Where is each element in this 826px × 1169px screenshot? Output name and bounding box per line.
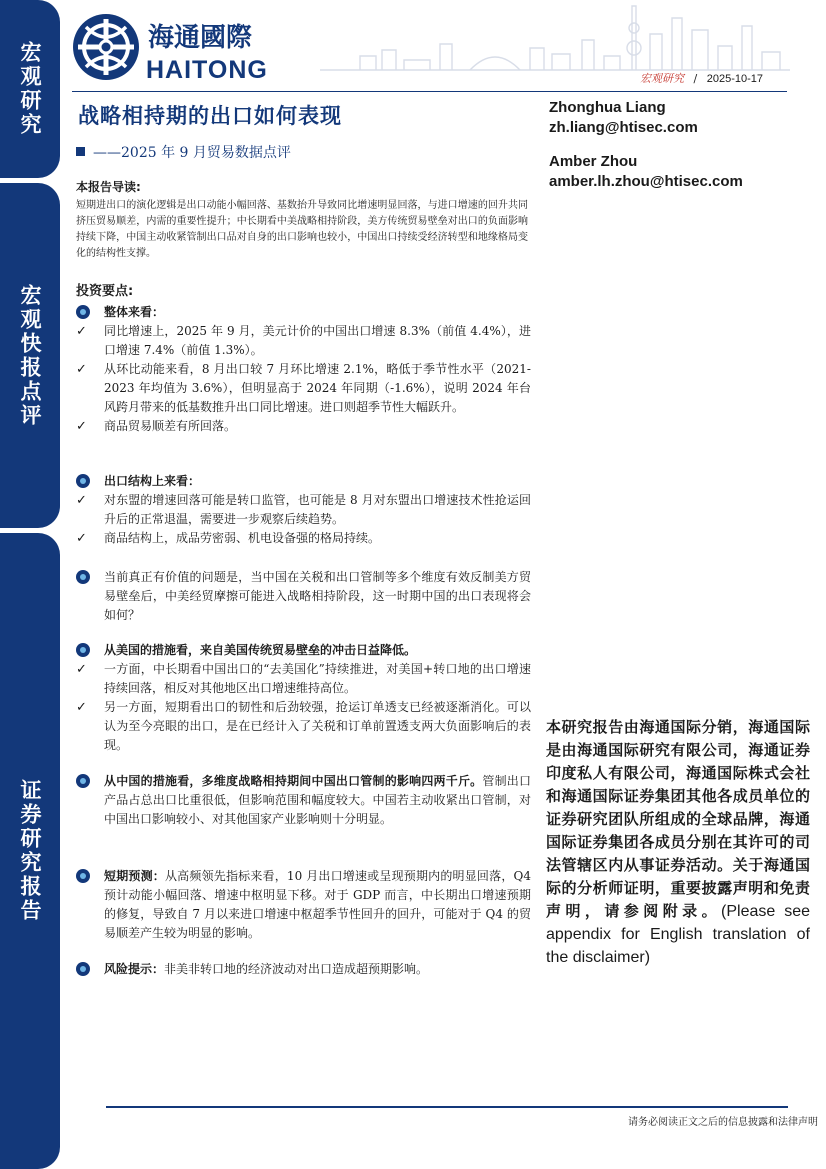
footer-notice: 请务必阅读正文之后的信息披露和法律声明 bbox=[628, 1117, 818, 1128]
disclaimer-text-en: (Please see appendix for English translation of the disclaimer) bbox=[546, 903, 810, 966]
checkmark-icon: ✓ bbox=[76, 362, 87, 377]
section-bullet-icon bbox=[76, 474, 90, 488]
checkmark-icon: ✓ bbox=[76, 493, 87, 508]
sidebar-tab-securities-report bbox=[0, 533, 60, 1169]
sidebar-tab-macro-research bbox=[0, 0, 60, 178]
logo-name-en: HAITONG bbox=[146, 56, 268, 84]
footer-divider bbox=[106, 1106, 788, 1108]
left-sidebar bbox=[0, 0, 60, 1169]
city-skyline-graphic bbox=[320, 4, 790, 76]
header-separator: / bbox=[693, 72, 698, 85]
checkmark-icon: ✓ bbox=[76, 419, 87, 434]
section-bullet-icon bbox=[76, 962, 90, 976]
section-bullet-icon bbox=[76, 643, 90, 657]
section-text: 从高频领先指标来看，10 月出口增速或呈现预期内的明显回落，Q4 预计动能小幅回落、增速中枢明显下移。对于 GDP 而言，中长期出口增速预期的修复，导致自 7 月以来进口增速中枢超季节性回升的回升，可能对于 Q4 的贸易顺差产生较为明显的影响。 bbox=[104, 869, 531, 940]
author-name: Amber Zhou bbox=[549, 153, 638, 170]
sidebar-tab-macro-flash bbox=[0, 183, 60, 528]
section-text: 非美非转口地的经济波动对出口造成超预期影响。 bbox=[164, 962, 429, 976]
square-bullet-icon bbox=[76, 147, 85, 156]
logo-emblem-icon bbox=[73, 14, 139, 80]
section-bullet-icon bbox=[76, 570, 90, 584]
report-subtitle bbox=[76, 142, 291, 162]
list-item: 一方面，中长期看中国出口的“去美国化”持续推进，对美国+转口地的出口增速持续回落，相反对其他地区出口增速维持高位。 bbox=[104, 662, 531, 695]
list-item: 商品结构上，成品劳密弱、机电设备强的格局持续。 bbox=[104, 531, 381, 545]
list-item: 另一方面，短期看出口的韧性和后劲较强，抢运订单透支已经被逐渐消化。可以认为至今亮眼的出口，是在已经计入了关税和订单前置透支两大负面影响后的表现。 bbox=[104, 700, 531, 752]
sidebar-tab-label: 证券研究报告 bbox=[18, 779, 42, 923]
intro-heading: 本报告导读: bbox=[76, 180, 141, 194]
subtitle-text: ——2025 年 9 月贸易数据点评 bbox=[93, 145, 291, 161]
author-email[interactable]: zh.liang@htisec.com bbox=[549, 119, 698, 136]
list-item: 商品贸易顺差有所回落。 bbox=[104, 419, 237, 433]
author-email[interactable]: amber.lh.zhou@htisec.com bbox=[549, 173, 743, 190]
checkmark-icon: ✓ bbox=[76, 700, 87, 715]
section-bullet-icon bbox=[76, 774, 90, 788]
section-text: 当前真正有价值的问题是，当中国在关税和出口管制等多个维度有效反制美方贸易壁垒后，中美经贸摩擦可能进入战略相持阶段，这一时期中国的出口表现将会如何？ bbox=[104, 570, 531, 622]
checkmark-icon: ✓ bbox=[76, 662, 87, 677]
sidebar-tab-label: 宏观研究 bbox=[18, 41, 42, 137]
section-risk bbox=[76, 960, 531, 979]
checkmark-icon: ✓ bbox=[76, 531, 87, 546]
section-heading: 风险提示： bbox=[104, 962, 165, 976]
header-meta bbox=[640, 70, 763, 86]
header-divider bbox=[72, 91, 787, 92]
section-china-measures bbox=[76, 772, 531, 829]
intro-text: 短期进出口的演化逻辑是出口动能小幅回落、基数抬升导致同比增速明显回落，与进口增速的回升共同挤压贸易顺差，内需的重要性提升；中长期看中美战略相持阶段，美方传统贸易壁垒对出口的负面影响持续下降，中国主动收紧管制出口品对自身的出口影响也较小，中国出口持续受经济转型和地缘格局变化的结构性支撑。 bbox=[76, 200, 528, 259]
author-block bbox=[549, 98, 743, 192]
section-key-question bbox=[76, 568, 531, 625]
section-bullet-icon bbox=[76, 869, 90, 883]
checkmark-icon: ✓ bbox=[76, 324, 87, 339]
section-heading: 从美国的措施看，来自美国传统贸易壁垒的冲击日益降低。 bbox=[104, 643, 417, 657]
section-export-structure bbox=[76, 472, 531, 548]
section-heading: 整体来看： bbox=[104, 305, 165, 319]
list-item: 从环比动能来看，8 月出口较 7 月环比增速 2.1%，略低于季节性水平（2021-2023 年均值为 3.6%），但明显高于 2024 年同期（-1.6%），说明 2024 年台风跨月带来的低基数推升出口同比增速。进口则超季节性大幅跃升。 bbox=[104, 362, 531, 414]
header-category: 宏观研究 bbox=[640, 72, 684, 85]
haitong-logo bbox=[72, 10, 282, 84]
logo-name-cn: 海通國際 bbox=[148, 23, 253, 53]
disclaimer-box bbox=[546, 716, 810, 969]
section-heading: 出口结构上来看： bbox=[104, 474, 201, 488]
disclaimer-text-cn: 本研究报告由海通国际分销，海通国际是由海通国际研究有限公司，海通证券印度私人有限公司，海通国际株式会社和海通国际证券集团其他各成员单位的证券研究团队所组成的全球品牌，海通国际证券集团各成员分别在其许可的司法管辖区内从事证券活动。关于海通国际的分析师证明，重要披露声明和免责声明，请参阅附录。 bbox=[546, 718, 810, 920]
section-heading: 从中国的措施看，多维度战略相持期间中国出口管制的影响四两千斤。 bbox=[104, 774, 483, 788]
section-bullet-icon bbox=[76, 305, 90, 319]
sidebar-tab-label: 宏观快报点评 bbox=[18, 283, 42, 428]
report-title: 战略相持期的出口如何表现 bbox=[78, 104, 342, 128]
section-us-measures bbox=[76, 641, 531, 755]
section-text: 管制出口产品占总出口比重很低，但影响范围和幅度较大。中国若主动收紧出口管制，对中国出口影响较小、对其他国家产业影响则十分明显。 bbox=[104, 774, 531, 826]
author-name: Zhonghua Liang bbox=[549, 99, 666, 116]
list-item: 对东盟的增速回落可能是转口监管，也可能是 8 月对东盟出口增速技术性抢运回升后的正常退温，需要进一步观察后续趋势。 bbox=[104, 493, 531, 526]
investment-heading: 投资要点: bbox=[76, 284, 134, 299]
header-date: 2025-10-17 bbox=[706, 73, 763, 85]
section-heading: 短期预测： bbox=[104, 869, 165, 883]
section-overall bbox=[76, 303, 531, 436]
section-short-term-forecast bbox=[76, 867, 531, 943]
list-item: 同比增速上，2025 年 9 月，美元计价的中国出口增速 8.3%（前值 4.4%），进口增速 7.4%（前值 1.3%）。 bbox=[104, 324, 531, 357]
